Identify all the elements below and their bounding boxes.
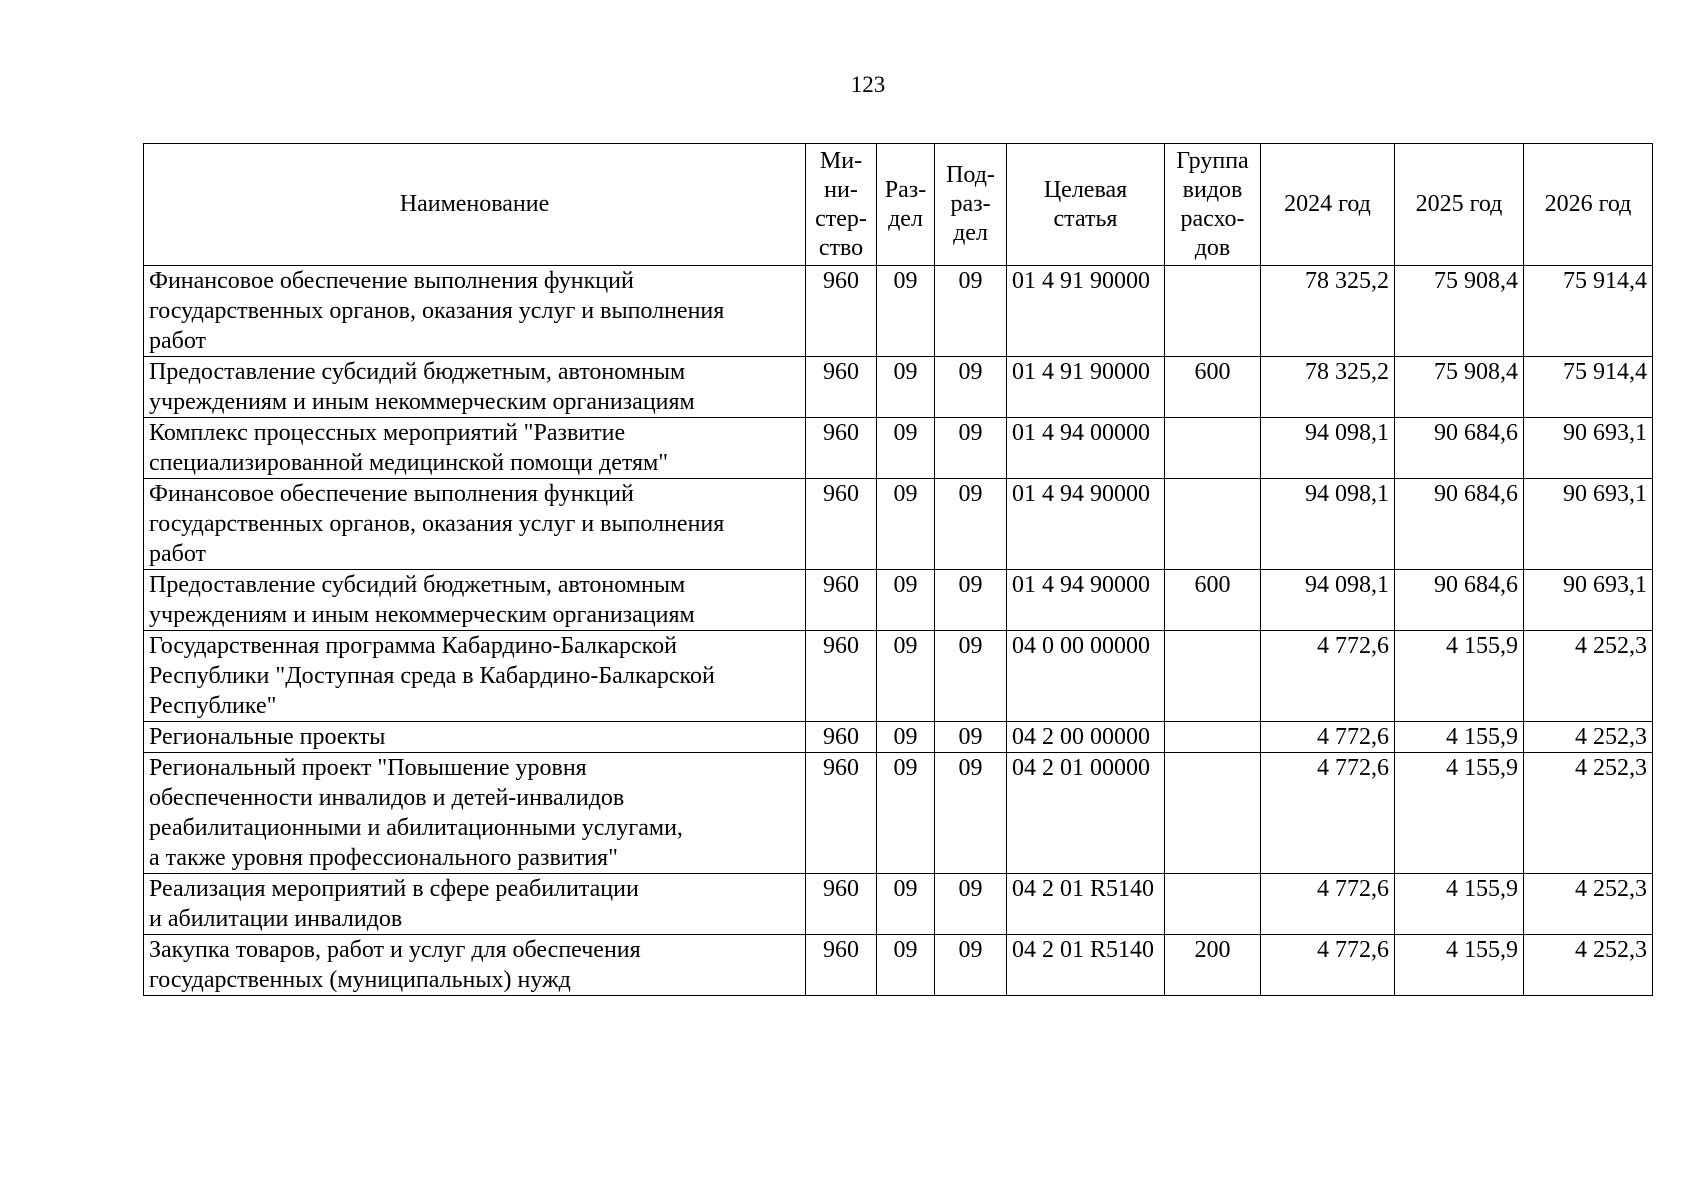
cell-name: Финансовое обеспечение выполнения функций государственных органов, оказания услуг и выполнения работ xyxy=(144,479,806,570)
cell-2025: 4 155,9 xyxy=(1395,935,1524,996)
cell-2025: 90 684,6 xyxy=(1395,570,1524,631)
cell-section: 09 xyxy=(877,266,935,357)
cell-subsection: 09 xyxy=(935,266,1007,357)
table-row xyxy=(144,266,1653,357)
cell-name: Региональные проекты xyxy=(144,722,806,753)
cell-subsection: 09 xyxy=(935,357,1007,418)
cell-name: Региональный проект "Повышение уровня обеспеченности инвалидов и детей-инвалидов реабилитационными и абилитационными услугами, а также уровня профессионального развития" xyxy=(144,753,806,874)
cell-section: 09 xyxy=(877,722,935,753)
cell-subsection: 09 xyxy=(935,479,1007,570)
cell-2026: 4 252,3 xyxy=(1524,874,1653,935)
cell-ministry: 960 xyxy=(806,874,877,935)
col-header-section: Раз- дел xyxy=(877,144,935,266)
cell-ministry: 960 xyxy=(806,753,877,874)
cell-name: Предоставление субсидий бюджетным, автономным учреждениям и иным некоммерческим организациям xyxy=(144,570,806,631)
budget-table xyxy=(143,143,1653,996)
cell-ministry: 960 xyxy=(806,722,877,753)
cell-subsection: 09 xyxy=(935,570,1007,631)
col-header-name: Наименование xyxy=(144,144,806,266)
table-row xyxy=(144,935,1653,996)
cell-2025: 4 155,9 xyxy=(1395,874,1524,935)
cell-expense-group xyxy=(1165,631,1261,722)
cell-name: Предоставление субсидий бюджетным, автономным учреждениям и иным некоммерческим организациям xyxy=(144,357,806,418)
table-row xyxy=(144,570,1653,631)
cell-2024: 94 098,1 xyxy=(1261,418,1395,479)
cell-2025: 4 155,9 xyxy=(1395,753,1524,874)
cell-expense-group: 600 xyxy=(1165,570,1261,631)
cell-ministry: 960 xyxy=(806,631,877,722)
table-row xyxy=(144,722,1653,753)
col-header-ministry: Ми- ни- стер- ство xyxy=(806,144,877,266)
cell-section: 09 xyxy=(877,570,935,631)
cell-section: 09 xyxy=(877,418,935,479)
cell-section: 09 xyxy=(877,631,935,722)
cell-subsection: 09 xyxy=(935,753,1007,874)
cell-name: Закупка товаров, работ и услуг для обеспечения государственных (муниципальных) нужд xyxy=(144,935,806,996)
cell-expense-group: 200 xyxy=(1165,935,1261,996)
table-row xyxy=(144,479,1653,570)
cell-2026: 90 693,1 xyxy=(1524,479,1653,570)
col-header-2024: 2024 год xyxy=(1261,144,1395,266)
cell-2025: 75 908,4 xyxy=(1395,266,1524,357)
cell-section: 09 xyxy=(877,874,935,935)
cell-2024: 4 772,6 xyxy=(1261,722,1395,753)
cell-2025: 90 684,6 xyxy=(1395,418,1524,479)
cell-ministry: 960 xyxy=(806,418,877,479)
cell-2025: 4 155,9 xyxy=(1395,631,1524,722)
cell-ministry: 960 xyxy=(806,570,877,631)
header-row xyxy=(144,144,1653,266)
cell-expense-group: 600 xyxy=(1165,357,1261,418)
table-body xyxy=(144,266,1653,996)
cell-expense-group xyxy=(1165,418,1261,479)
cell-ministry: 960 xyxy=(806,479,877,570)
cell-2026: 4 252,3 xyxy=(1524,753,1653,874)
cell-target-article: 04 2 01 R5140 xyxy=(1007,874,1165,935)
cell-2026: 90 693,1 xyxy=(1524,418,1653,479)
table-row xyxy=(144,631,1653,722)
cell-expense-group xyxy=(1165,479,1261,570)
cell-ministry: 960 xyxy=(806,935,877,996)
cell-expense-group xyxy=(1165,266,1261,357)
cell-section: 09 xyxy=(877,479,935,570)
cell-2025: 75 908,4 xyxy=(1395,357,1524,418)
cell-2024: 78 325,2 xyxy=(1261,357,1395,418)
cell-2024: 4 772,6 xyxy=(1261,631,1395,722)
col-header-subsection: Под- раз- дел xyxy=(935,144,1007,266)
cell-target-article: 04 2 00 00000 xyxy=(1007,722,1165,753)
cell-2026: 90 693,1 xyxy=(1524,570,1653,631)
table-row xyxy=(144,753,1653,874)
cell-expense-group xyxy=(1165,753,1261,874)
cell-subsection: 09 xyxy=(935,631,1007,722)
cell-name: Комплекс процессных мероприятий "Развитие специализированной медицинской помощи детям" xyxy=(144,418,806,479)
table-row xyxy=(144,874,1653,935)
table-row xyxy=(144,418,1653,479)
cell-target-article: 04 0 00 00000 xyxy=(1007,631,1165,722)
col-header-2025: 2025 год xyxy=(1395,144,1524,266)
col-header-target-article: Целевая статья xyxy=(1007,144,1165,266)
cell-2026: 75 914,4 xyxy=(1524,266,1653,357)
cell-2024: 4 772,6 xyxy=(1261,935,1395,996)
page-number: 123 xyxy=(850,72,886,97)
cell-2026: 75 914,4 xyxy=(1524,357,1653,418)
cell-2026: 4 252,3 xyxy=(1524,935,1653,996)
cell-2025: 90 684,6 xyxy=(1395,479,1524,570)
cell-2024: 78 325,2 xyxy=(1261,266,1395,357)
cell-target-article: 01 4 94 90000 xyxy=(1007,479,1165,570)
cell-2024: 94 098,1 xyxy=(1261,479,1395,570)
cell-name: Реализация мероприятий в сфере реабилитации и абилитации инвалидов xyxy=(144,874,806,935)
cell-target-article: 01 4 94 00000 xyxy=(1007,418,1165,479)
cell-target-article: 01 4 94 90000 xyxy=(1007,570,1165,631)
cell-ministry: 960 xyxy=(806,357,877,418)
cell-name: Государственная программа Кабардино-Балкарской Республики "Доступная среда в Кабардино-Балкарской Республике" xyxy=(144,631,806,722)
cell-target-article: 01 4 91 90000 xyxy=(1007,357,1165,418)
col-header-2026: 2026 год xyxy=(1524,144,1653,266)
cell-subsection: 09 xyxy=(935,722,1007,753)
cell-2024: 94 098,1 xyxy=(1261,570,1395,631)
col-header-expense-group: Группа видов расхо- дов xyxy=(1165,144,1261,266)
cell-name: Финансовое обеспечение выполнения функций государственных органов, оказания услуг и выполнения работ xyxy=(144,266,806,357)
cell-2024: 4 772,6 xyxy=(1261,753,1395,874)
cell-2025: 4 155,9 xyxy=(1395,722,1524,753)
cell-2026: 4 252,3 xyxy=(1524,722,1653,753)
cell-section: 09 xyxy=(877,753,935,874)
cell-2024: 4 772,6 xyxy=(1261,874,1395,935)
cell-subsection: 09 xyxy=(935,935,1007,996)
table-row xyxy=(144,357,1653,418)
cell-subsection: 09 xyxy=(935,418,1007,479)
cell-expense-group xyxy=(1165,874,1261,935)
cell-2026: 4 252,3 xyxy=(1524,631,1653,722)
cell-subsection: 09 xyxy=(935,874,1007,935)
cell-expense-group xyxy=(1165,722,1261,753)
cell-target-article: 04 2 01 R5140 xyxy=(1007,935,1165,996)
cell-section: 09 xyxy=(877,935,935,996)
cell-target-article: 01 4 91 90000 xyxy=(1007,266,1165,357)
cell-target-article: 04 2 01 00000 xyxy=(1007,753,1165,874)
cell-ministry: 960 xyxy=(806,266,877,357)
cell-section: 09 xyxy=(877,357,935,418)
